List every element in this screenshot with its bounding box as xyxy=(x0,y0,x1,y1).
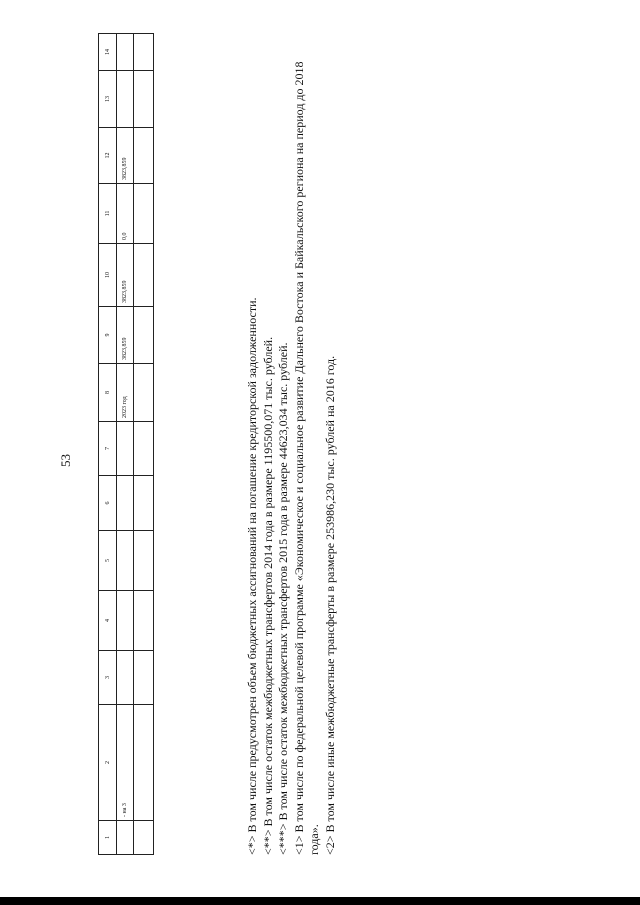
table-cell xyxy=(117,422,134,476)
table-cell xyxy=(134,71,154,128)
table-cell xyxy=(134,821,154,855)
table-cell xyxy=(134,651,154,705)
header-cell: 13 xyxy=(99,71,117,128)
table-cell xyxy=(134,34,154,71)
footnote: <*> В том числе предусмотрен объем бюджетных ассигнований на погашение кредиторской задолженности. xyxy=(245,297,259,855)
header-cell: 4 xyxy=(99,591,117,651)
table-cell xyxy=(117,821,134,855)
header-cell: 9 xyxy=(99,307,117,364)
table-cell xyxy=(134,244,154,307)
header-cell: 14 xyxy=(99,34,117,71)
table-cell xyxy=(117,71,134,128)
header-cell: 3 xyxy=(99,651,117,705)
table-cell xyxy=(134,128,154,184)
budget-table xyxy=(98,33,154,855)
table-cell xyxy=(134,184,154,244)
table-cell xyxy=(134,531,154,591)
table-cell xyxy=(117,651,134,705)
footnote: <**> В том числе остаток межбюджетных трансфертов 2014 года в размере 1195500,071 тыс. рублей. xyxy=(260,336,275,855)
table-cell: 3823,859 xyxy=(117,307,134,364)
header-cell: 11 xyxy=(99,184,117,244)
table-cell: 0,0 xyxy=(117,184,134,244)
footnote: <1> В том числе по федеральной целевой программе «Экономическое и социальное развитие Дальнего Востока и Байкальского региона на период до 2018 года». xyxy=(291,61,321,855)
footnote: <2> В том числе иные межбюджетные трансферты в размере 253986,230 тыс. рублей на 2016 год. xyxy=(322,355,337,855)
table-cell: - на 3 xyxy=(117,705,134,821)
table-cell xyxy=(117,531,134,591)
table-row xyxy=(117,34,134,855)
footnote: <***> В том числе остаток межбюджетных трансфертов 2015 года в размере 44623,034 тыс. рублей. xyxy=(276,342,290,855)
table-cell: 2023 год xyxy=(117,364,134,422)
table-cell xyxy=(117,591,134,651)
header-cell: 7 xyxy=(99,422,117,476)
table-cell xyxy=(134,476,154,531)
table-cell: 3823,859 xyxy=(117,244,134,307)
scan-edge xyxy=(0,897,640,905)
table-cell: 3823,859 xyxy=(117,128,134,184)
table-cell xyxy=(117,476,134,531)
table-cell xyxy=(134,422,154,476)
header-cell: 12 xyxy=(99,128,117,184)
header-cell: 1 xyxy=(99,821,117,855)
table-cell xyxy=(134,591,154,651)
table-cell xyxy=(117,34,134,71)
table-cell xyxy=(134,364,154,422)
header-cell: 5 xyxy=(99,531,117,591)
table-row-empty xyxy=(134,34,154,855)
header-cell: 8 xyxy=(99,364,117,422)
header-cell: 2 xyxy=(99,705,117,821)
header-cell: 10 xyxy=(99,244,117,307)
page-number: 53 xyxy=(58,454,73,467)
footnotes xyxy=(245,55,338,855)
header-cell: 6 xyxy=(99,476,117,531)
table-cell xyxy=(134,307,154,364)
table-header-row xyxy=(99,34,117,855)
table-cell xyxy=(134,705,154,821)
